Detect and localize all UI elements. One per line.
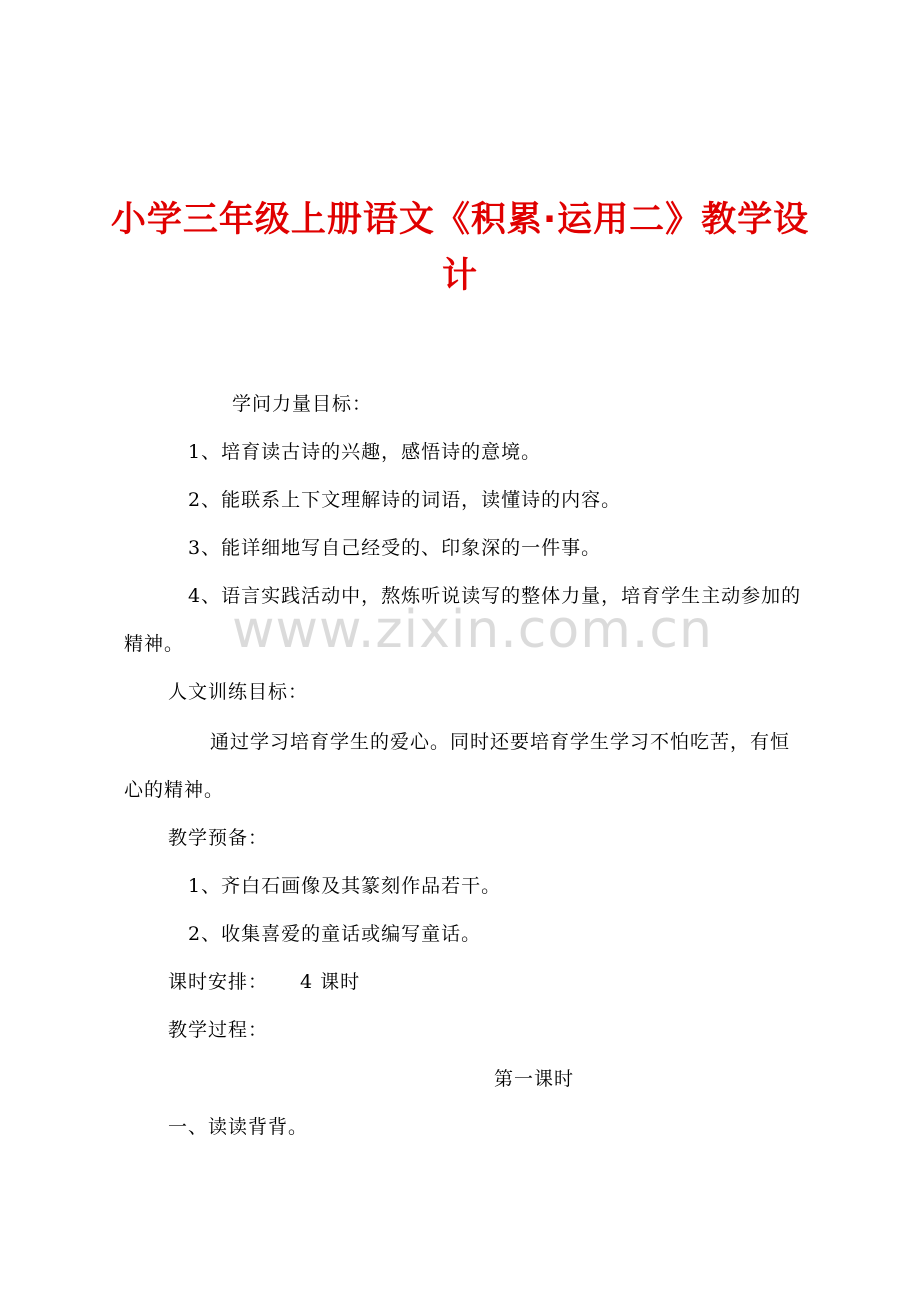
knowledge-heading: 学问力量目标： [232, 393, 373, 415]
knowledge-item-2: 2、能联系上下文理解诗的词语，读懂诗的内容。 [188, 489, 622, 511]
knowledge-item-3: 3、能详细地写自己经受的、印象深的一件事。 [188, 537, 602, 559]
title-line-1: 小学三年级上册语文《积累·运用二》教学设 [110, 200, 810, 240]
schedule-label: 课时安排： [168, 971, 269, 993]
humanistic-text: 通过学习培育学生的爱心。同时还要培育学生学习不怕吃苦，有恒心的精神。 [124, 731, 791, 801]
knowledge-item-1: 1、培育读古诗的兴趣，感悟诗的意境。 [188, 441, 542, 463]
humanistic-heading: 人文训练目标： [168, 681, 309, 703]
title-line-2: 计 [441, 256, 478, 296]
prep-heading: 教学预备： [168, 827, 269, 849]
prep-item-1: 1、齐白石画像及其篆刻作品若干。 [188, 875, 502, 897]
watermark: www.zixin.com.cn [232, 600, 713, 660]
schedule-value: 4 课时 [300, 971, 361, 993]
schedule-row [168, 970, 360, 994]
section-one-heading: 一、读读背背。 [168, 1116, 309, 1138]
knowledge-item-4: 4、语言实践活动中，熬炼听说读写的整体力量，培育学生主动参加的精神。 [124, 585, 802, 655]
lesson-heading: 第一课时 [494, 1068, 575, 1090]
process-heading: 教学过程： [168, 1019, 269, 1041]
prep-item-2: 2、收集喜爱的童话或编写童话。 [188, 923, 482, 945]
document-title [110, 192, 810, 304]
